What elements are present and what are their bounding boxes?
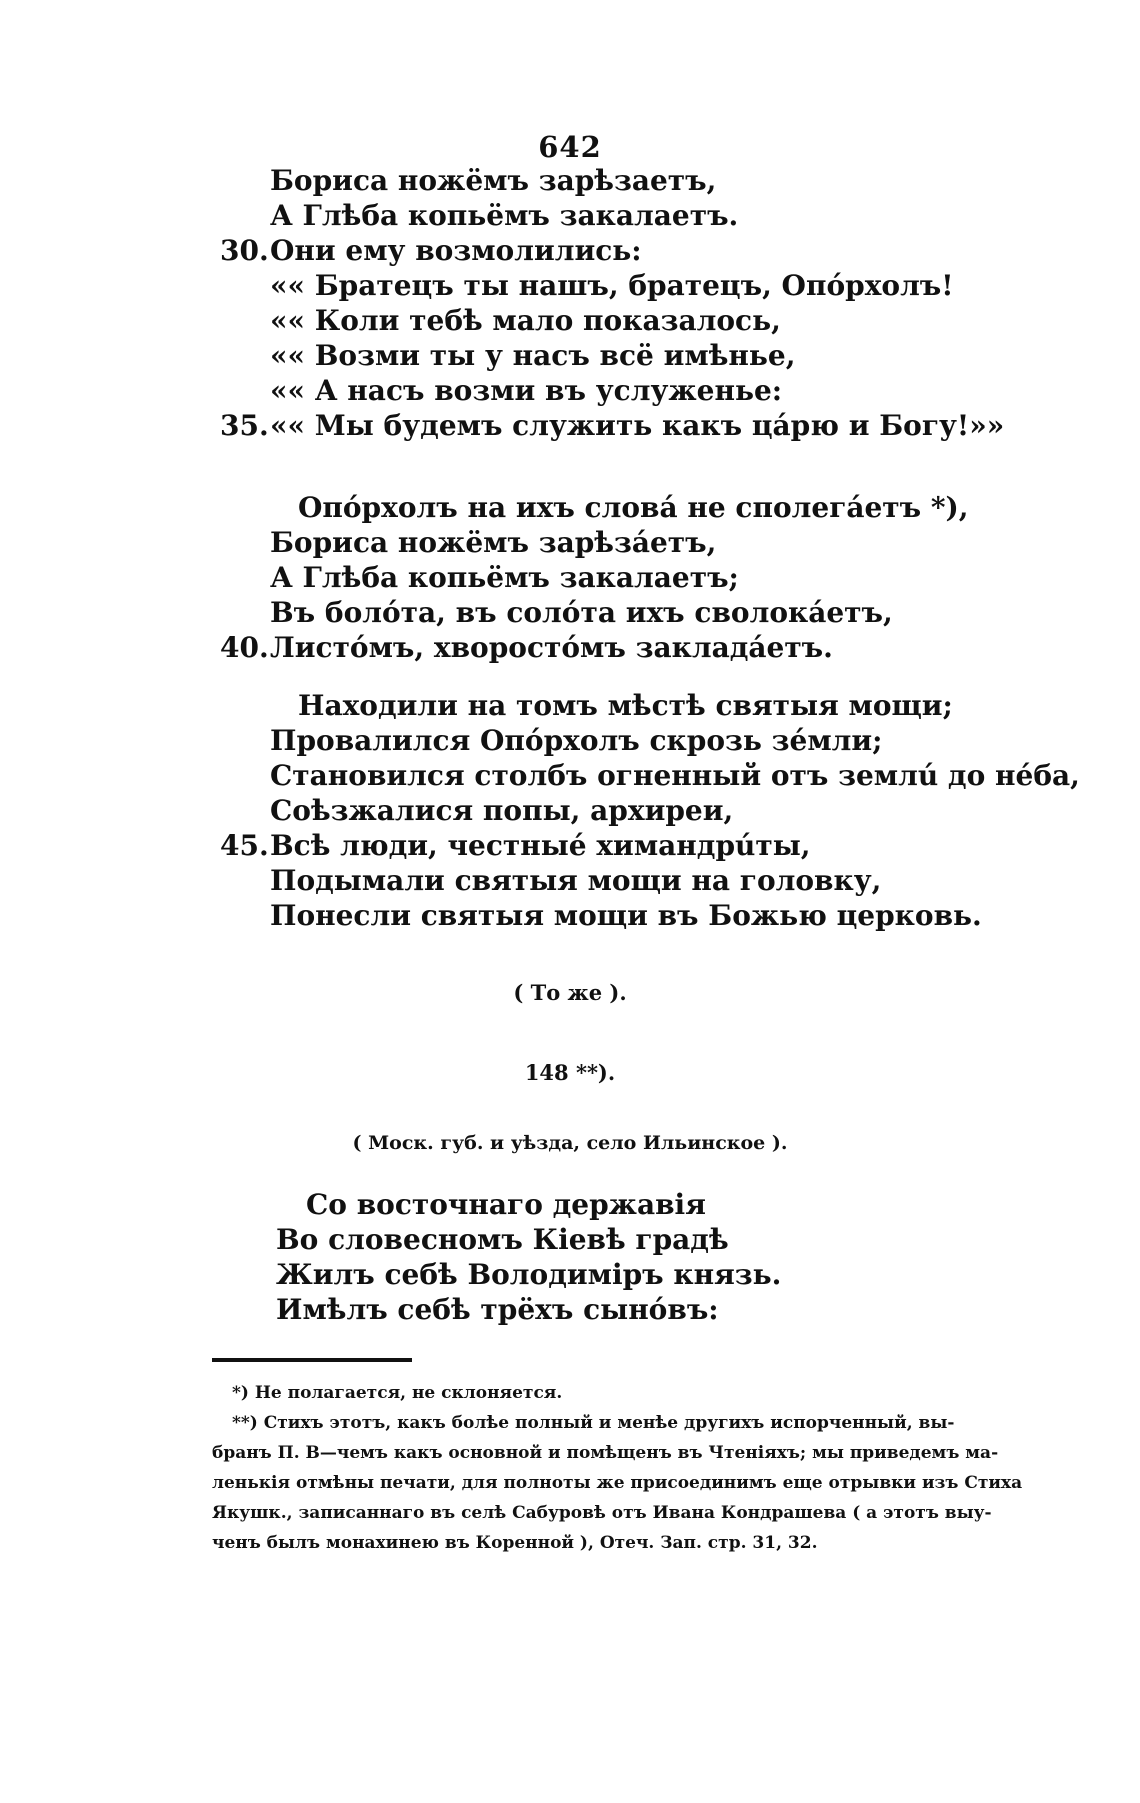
verse-line <box>210 490 1090 525</box>
footnote-2-line: ченъ былъ монахинею въ Коренной ), Отеч. Зап. стр. 31, 32. <box>212 1533 818 1553</box>
verse-text: Они ему возмолились: <box>270 234 642 267</box>
line-number: 45. <box>220 829 269 862</box>
stanza-2 <box>210 490 1090 665</box>
verse-line <box>210 898 1090 933</box>
verse-line <box>210 1187 1090 1222</box>
verse-text: Опóрхолъ на ихъ словá не сполегáетъ *), <box>298 491 969 524</box>
verse-text: Во словесномъ Кіевѣ градѣ <box>276 1223 729 1256</box>
verse-line <box>210 630 1090 665</box>
verse-text: Соѣзжалися попы, архиреи, <box>270 794 734 827</box>
verse-line <box>210 723 1090 758</box>
verse-line <box>210 688 1090 723</box>
verse-line <box>210 198 1090 233</box>
footnote-1: *) Не полагается, не склоняется. <box>232 1383 563 1403</box>
verse-line <box>210 828 1090 863</box>
line-number: 35. <box>220 409 269 442</box>
line-number: 30. <box>220 234 269 267</box>
verse-text: Въ болóта, въ солóта ихъ сволокáетъ, <box>270 596 893 629</box>
verse-text: Бориса ножёмъ зарѣзáетъ, <box>270 526 717 559</box>
footnote-2-line: ленькія отмѣны печати, для полноты же присоединимъ еще отрывки изъ Стиха <box>212 1473 1023 1493</box>
verse-text: Бориса ножёмъ зарѣзаетъ, <box>270 164 717 197</box>
footnote-divider <box>212 1358 412 1362</box>
stanza-3 <box>210 688 1090 933</box>
source-note: ( То же ). <box>513 980 627 1005</box>
footnote-2-line: бранъ П. В—чемъ какъ основной и помѣщенъ въ Чтеніяхъ; мы приведемъ ма- <box>212 1443 999 1463</box>
verse-text: А Глѣба копьёмъ закалаетъ; <box>270 561 739 594</box>
verse-line <box>210 758 1090 793</box>
verse-text: А Глѣба копьёмъ закалаетъ. <box>270 199 739 232</box>
verse-line <box>210 163 1090 198</box>
verse-text: Понесли святыя мощи въ Божью церковь. <box>270 899 982 932</box>
verse-text: Становился столбъ огненный отъ землú до нéба, <box>270 759 1080 792</box>
verse-text: Провалился Опóрхолъ скрозь зéмли; <box>270 724 883 757</box>
verse-line <box>210 408 1090 443</box>
verse-text: «« А насъ возми въ услуженье: <box>270 374 783 407</box>
verse-line <box>210 595 1090 630</box>
footnote-2-line: **) Стихъ этотъ, какъ болѣе полный и менѣе другихъ испорченный, вы- <box>232 1413 955 1433</box>
verse-line <box>210 863 1090 898</box>
verse-line <box>210 525 1090 560</box>
verse-text: Подымали святыя мощи на головку, <box>270 864 882 897</box>
verse-line <box>210 233 1090 268</box>
location-note: ( Моск. губ. и уѣзда, село Ильинское ). <box>352 1132 788 1154</box>
footnote-2-line: Якушк., записаннаго въ селѣ Сабуровѣ отъ Ивана Кондрашева ( а этотъ выу- <box>212 1503 992 1523</box>
verse-text: «« Мы будемъ служить какъ цáрю и Богу!»» <box>270 409 1005 442</box>
verse-text: Имѣлъ себѣ трёхъ сынóвъ: <box>276 1293 719 1326</box>
verse-text: «« Братецъ ты нашъ, братецъ, Опóрхолъ! <box>270 269 954 302</box>
verse-line <box>210 338 1090 373</box>
verse-text: Всѣ люди, честныé химандрúты, <box>270 829 811 862</box>
verse-text: «« Возми ты у насъ всё имѣнье, <box>270 339 796 372</box>
verse-line <box>210 793 1090 828</box>
verse-line <box>210 303 1090 338</box>
verse-line <box>210 1222 1090 1257</box>
stanza-1 <box>210 163 1090 443</box>
song-number: 148 **). <box>524 1060 616 1085</box>
verse-text: Листóмъ, хворостóмъ закладáетъ. <box>270 631 833 664</box>
verse-text: «« Коли тебѣ мало показалось, <box>270 304 781 337</box>
page-number: 642 <box>538 130 602 164</box>
verse-line <box>210 268 1090 303</box>
line-number: 40. <box>220 631 269 664</box>
verse-text: Со восточнаго державія <box>306 1188 706 1221</box>
footnotes <box>212 1378 1023 1558</box>
verse-text: Жилъ себѣ Володимiръ князь. <box>276 1258 782 1291</box>
verse-line <box>210 1292 1090 1327</box>
verse-line <box>210 373 1090 408</box>
verse-line <box>210 560 1090 595</box>
stanza-4 <box>210 1187 1090 1327</box>
verse-line <box>210 1257 1090 1292</box>
verse-text: Находили на томъ мѣстѣ святыя мощи; <box>298 689 953 722</box>
